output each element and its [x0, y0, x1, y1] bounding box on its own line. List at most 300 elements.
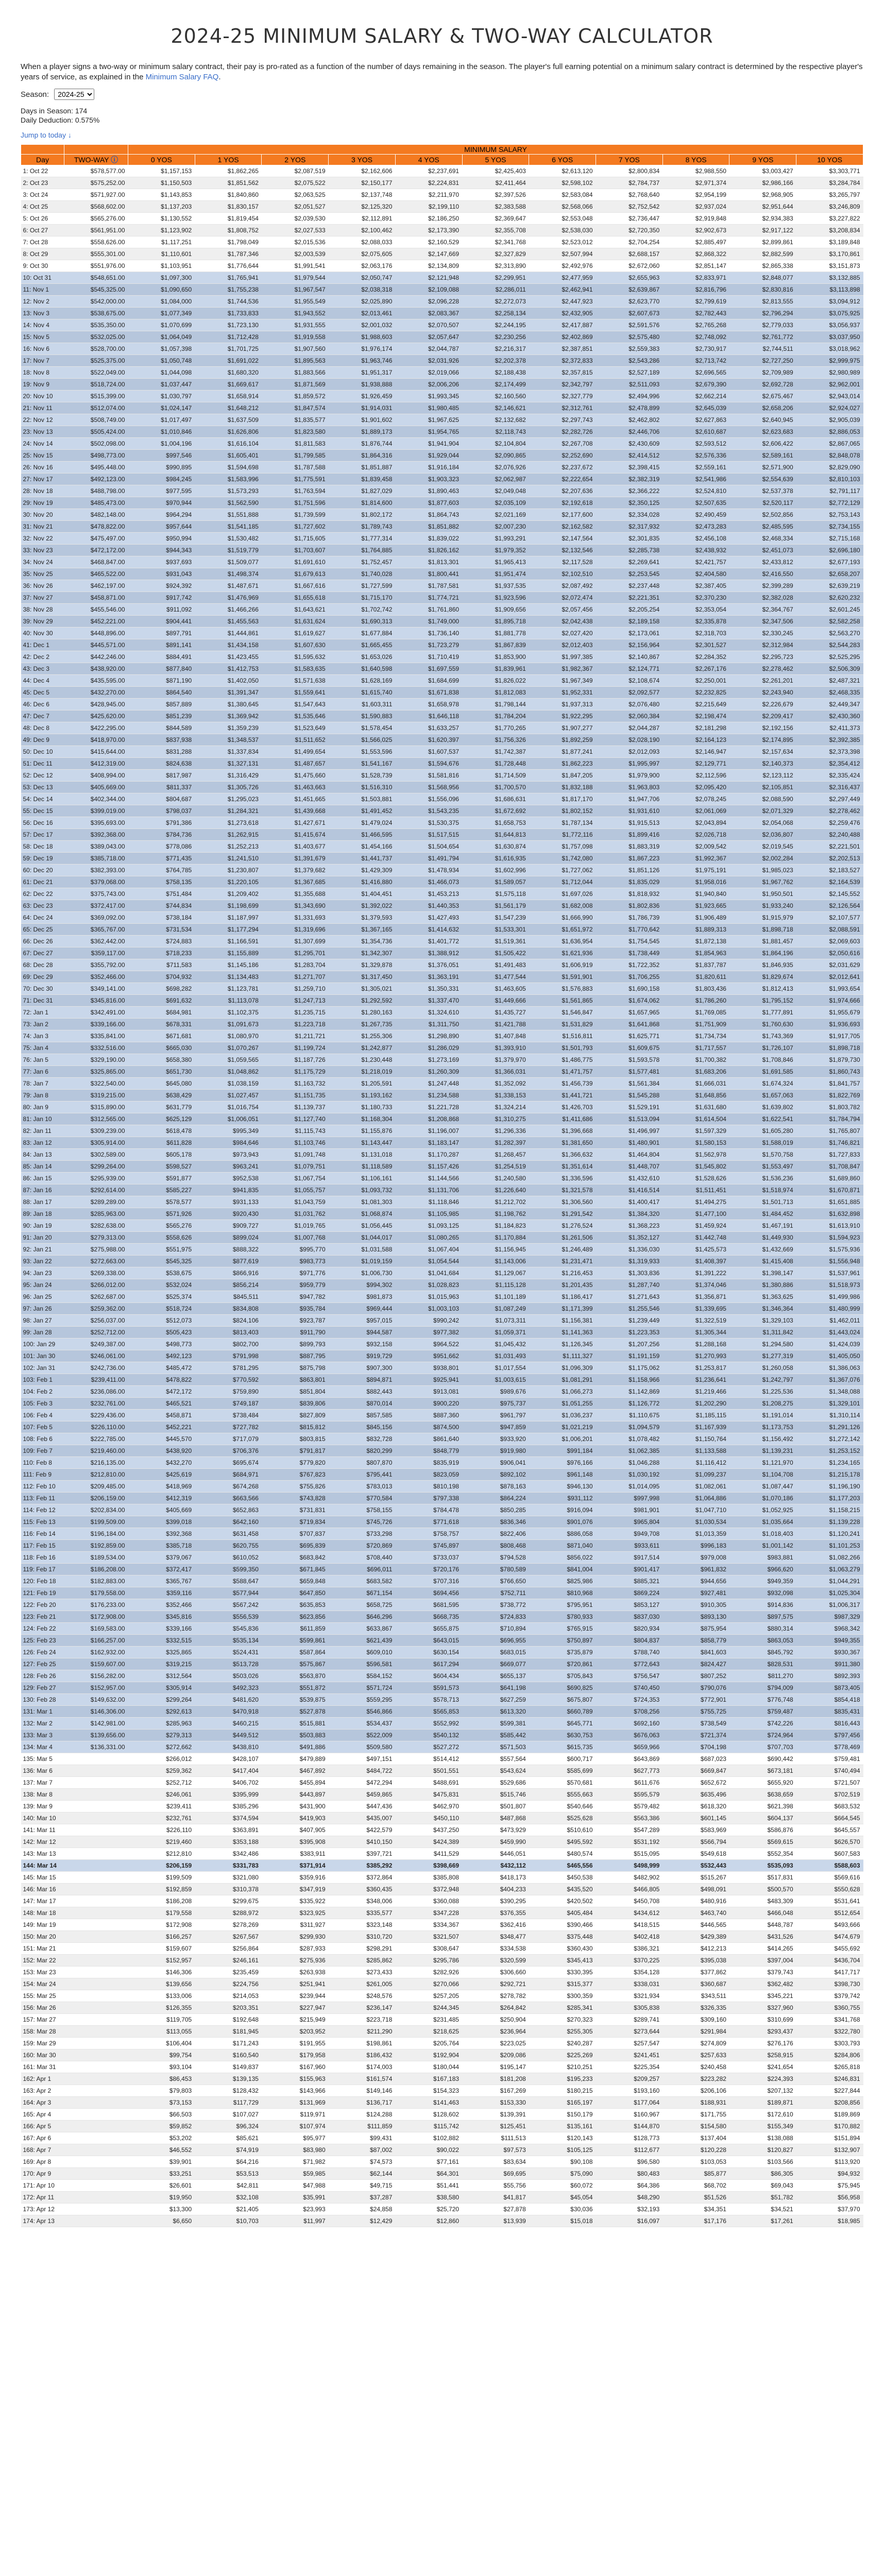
day-cell: 155: Mar 25 — [21, 1990, 64, 2002]
salary-cell: $2,146,947 — [662, 746, 729, 758]
salary-cell: $2,202,378 — [462, 355, 529, 367]
salary-cell: $1,427,493 — [395, 912, 462, 924]
salary-cell: $215,949 — [262, 2014, 329, 2026]
table-row — [21, 1267, 863, 1279]
salary-cell: $2,399,289 — [729, 580, 796, 592]
table-row — [21, 2132, 863, 2144]
table-row — [21, 1611, 863, 1623]
salary-cell: $1,988,603 — [329, 331, 396, 343]
salary-cell: $1,979,352 — [462, 545, 529, 556]
salary-cell: $395,038 — [662, 1955, 729, 1967]
salary-cell: $931,112 — [529, 1493, 596, 1504]
salary-cell: $3,189,848 — [796, 236, 863, 248]
salary-cell: $2,078,245 — [662, 793, 729, 805]
salary-cell: $1,168,304 — [329, 1113, 396, 1125]
day-cell: 117: Feb 15 — [21, 1540, 64, 1552]
salary-cell: $669,077 — [462, 1658, 529, 1670]
two-way-cell: $458,871.00 — [64, 592, 128, 604]
salary-cell: $538,675 — [128, 1267, 195, 1279]
salary-cell: $1,118,846 — [395, 1196, 462, 1208]
salary-cell: $880,314 — [729, 1623, 796, 1635]
salary-cell: $85,877 — [662, 2168, 729, 2180]
salary-cell: $493,666 — [796, 1919, 863, 1931]
two-way-cell — [64, 2085, 128, 2097]
salary-cell: $320,599 — [462, 1955, 529, 1967]
salary-cell: $1,561,865 — [529, 995, 596, 1007]
salary-cell: $239,944 — [262, 1990, 329, 2002]
salary-cell: $750,897 — [529, 1635, 596, 1647]
salary-cell: $2,060,384 — [596, 710, 663, 722]
column-header: 8 YOS — [662, 155, 729, 165]
salary-cell: $997,546 — [128, 450, 195, 462]
salary-cell: $2,027,533 — [262, 225, 329, 236]
salary-cell: $2,598,102 — [529, 177, 596, 189]
salary-cell: $578,713 — [395, 1694, 462, 1706]
salary-cell: $1,775,591 — [262, 473, 329, 485]
table-row — [21, 1421, 863, 1433]
salary-cell: $2,607,673 — [596, 308, 663, 319]
salary-cell: $1,703,607 — [262, 545, 329, 556]
salary-cell: $2,373,398 — [796, 746, 863, 758]
salary-cell: $1,677,884 — [329, 628, 396, 639]
table-row — [21, 1042, 863, 1054]
salary-cell: $2,240,488 — [796, 829, 863, 841]
salary-cell: $620,755 — [195, 1540, 262, 1552]
day-cell: 87: Jan 16 — [21, 1184, 64, 1196]
salary-cell: $1,070,699 — [128, 319, 195, 331]
two-way-cell: $545,325.00 — [64, 284, 128, 296]
salary-cell: $1,143,447 — [329, 1137, 396, 1149]
salary-cell: $2,243,940 — [729, 687, 796, 699]
day-cell: 88: Jan 17 — [21, 1196, 64, 1208]
salary-cell: $626,570 — [796, 1836, 863, 1848]
salary-cell: $1,367,685 — [262, 876, 329, 888]
day-cell: 24: Nov 14 — [21, 438, 64, 450]
salary-cell: $160,540 — [195, 2049, 262, 2061]
salary-cell: $772,901 — [662, 1694, 729, 1706]
salary-cell: $933,611 — [596, 1540, 663, 1552]
info-icon[interactable]: ⓘ — [111, 156, 118, 164]
salary-cell: $2,485,595 — [729, 521, 796, 533]
two-way-cell — [64, 1801, 128, 1812]
jump-to-today-link[interactable]: Jump to today ↓ — [21, 131, 72, 139]
salary-cell: $975,737 — [462, 1398, 529, 1410]
salary-cell: $1,706,255 — [596, 971, 663, 983]
salary-cell: $2,035,109 — [462, 497, 529, 509]
salary-cell: $2,924,027 — [796, 402, 863, 414]
table-row — [21, 1469, 863, 1481]
salary-cell: $152,957 — [128, 1955, 195, 1967]
salary-cell: $1,914,031 — [329, 402, 396, 414]
salary-cell: $1,380,886 — [729, 1279, 796, 1291]
salary-cell: $232,761 — [128, 1812, 195, 1824]
salary-cell: $892,102 — [462, 1469, 529, 1481]
salary-cell: $2,563,270 — [796, 628, 863, 639]
two-way-cell: $349,141.00 — [64, 983, 128, 995]
two-way-cell — [64, 1955, 128, 1967]
salary-cell: $192,648 — [195, 2014, 262, 2026]
salary-cell: $74,573 — [329, 2156, 396, 2168]
salary-cell: $2,105,851 — [729, 782, 796, 793]
day-cell: 137: Mar 7 — [21, 1777, 64, 1789]
salary-cell: $2,715,168 — [796, 533, 863, 545]
salary-cell: $1,691,610 — [262, 556, 329, 568]
salary-cell: $322,780 — [796, 2026, 863, 2038]
salary-cell: $405,669 — [128, 1504, 195, 1516]
salary-cell: $1,561,179 — [462, 900, 529, 912]
salary-cell: $771,618 — [395, 1516, 462, 1528]
salary-cell: $83,980 — [262, 2144, 329, 2156]
salary-cell: $2,727,250 — [729, 355, 796, 367]
salary-cell: $844,589 — [128, 722, 195, 734]
salary-cell: $1,439,668 — [262, 805, 329, 817]
table-row — [21, 1019, 863, 1030]
salary-cell: $1,254,519 — [462, 1161, 529, 1173]
salary-cell: $410,150 — [329, 1836, 396, 1848]
salary-cell: $191,955 — [262, 2038, 329, 2049]
day-cell: 126: Feb 24 — [21, 1647, 64, 1658]
salary-cell: $2,112,891 — [329, 213, 396, 225]
table-row — [21, 2192, 863, 2204]
salary-cell: $143,966 — [262, 2085, 329, 2097]
day-cell: 84: Jan 13 — [21, 1149, 64, 1161]
two-way-cell — [64, 1872, 128, 1884]
salary-cell: $119,705 — [128, 2014, 195, 2026]
salary-cell: $1,811,583 — [262, 438, 329, 450]
salary-cell: $1,080,970 — [195, 1030, 262, 1042]
salary-cell: $1,366,632 — [529, 1149, 596, 1161]
salary-cell: $1,081,303 — [329, 1196, 396, 1208]
salary-cell: $59,852 — [128, 2121, 195, 2132]
salary-cell: $2,543,286 — [596, 355, 663, 367]
salary-cell: $1,079,751 — [262, 1161, 329, 1173]
day-cell: 132: Mar 2 — [21, 1718, 64, 1730]
salary-cell: $2,364,767 — [729, 604, 796, 616]
salary-cell: $1,260,058 — [729, 1362, 796, 1374]
salary-cell: $2,411,464 — [462, 177, 529, 189]
salary-cell: $2,576,336 — [662, 450, 729, 462]
table-row — [21, 1007, 863, 1019]
salary-cell: $2,312,761 — [529, 402, 596, 414]
salary-cell: $1,307,699 — [262, 936, 329, 947]
salary-cell: $189,869 — [796, 2109, 863, 2121]
salary-cell: $524,431 — [195, 1647, 262, 1658]
salary-cell: $669,847 — [662, 1765, 729, 1777]
salary-cell: $1,504,654 — [395, 841, 462, 853]
salary-cell: $788,740 — [596, 1647, 663, 1658]
salary-cell: $498,773 — [128, 1338, 195, 1350]
day-cell: 170: Apr 9 — [21, 2168, 64, 2180]
salary-cell: $1,059,565 — [195, 1054, 262, 1066]
table-row — [21, 1694, 863, 1706]
salary-cell: $1,305,344 — [662, 1327, 729, 1338]
salary-cell: $1,104,708 — [729, 1469, 796, 1481]
salary-cell: $94,932 — [796, 2168, 863, 2180]
two-way-cell: $365,767.00 — [64, 924, 128, 936]
salary-cell: $1,487,671 — [195, 580, 262, 592]
salary-cell: $51,441 — [395, 2180, 462, 2192]
salary-cell: $472,294 — [329, 1777, 396, 1789]
salary-cell: $1,715,605 — [262, 533, 329, 545]
salary-cell: $270,323 — [529, 2014, 596, 2026]
salary-cell: $1,814,600 — [329, 497, 396, 509]
day-cell: 17: Nov 7 — [21, 355, 64, 367]
salary-cell: $1,346,364 — [729, 1303, 796, 1315]
salary-cell: $1,067,754 — [262, 1173, 329, 1184]
salary-cell: $1,131,018 — [329, 1149, 396, 1161]
two-way-cell: $256,037.00 — [64, 1315, 128, 1327]
two-way-cell: $548,651.00 — [64, 272, 128, 284]
salary-cell: $1,689,860 — [796, 1173, 863, 1184]
day-cell: 80: Jan 9 — [21, 1101, 64, 1113]
salary-cell: $1,637,509 — [195, 414, 262, 426]
two-way-cell — [64, 2132, 128, 2144]
salary-cell: $2,129,771 — [662, 758, 729, 770]
salary-cell: $1,901,602 — [329, 414, 396, 426]
salary-cell: $434,612 — [596, 1907, 663, 1919]
salary-cell: $1,963,746 — [329, 355, 396, 367]
salary-cell: $652,863 — [195, 1504, 262, 1516]
salary-cell: $2,980,989 — [796, 367, 863, 379]
salary-cell: $1,091,673 — [195, 1019, 262, 1030]
salary-cell: $1,746,821 — [796, 1137, 863, 1149]
table-row — [21, 1789, 863, 1801]
salary-cell: $1,267,735 — [329, 1019, 396, 1030]
day-cell: 26: Nov 16 — [21, 462, 64, 473]
day-cell: 27: Nov 17 — [21, 473, 64, 485]
day-cell: 169: Apr 8 — [21, 2156, 64, 2168]
salary-cell: $1,615,740 — [329, 687, 396, 699]
salary-cell: $53,202 — [128, 2132, 195, 2144]
salary-cell: $2,462,941 — [529, 284, 596, 296]
faq-link[interactable]: Minimum Salary FAQ — [145, 73, 219, 81]
salary-cell: $3,037,950 — [796, 331, 863, 343]
salary-cell: $2,039,530 — [262, 213, 329, 225]
salary-cell: $2,886,053 — [796, 426, 863, 438]
salary-cell: $609,010 — [329, 1647, 396, 1658]
salary-cell: $1,588,019 — [729, 1137, 796, 1149]
salary-cell: $1,626,806 — [195, 426, 262, 438]
salary-cell: $1,262,915 — [195, 829, 262, 841]
table-row — [21, 1149, 863, 1161]
table-row — [21, 1682, 863, 1694]
table-row — [21, 533, 863, 545]
two-way-cell: $565,276.00 — [64, 213, 128, 225]
salary-cell: $1,839,458 — [329, 473, 396, 485]
salary-cell: $1,117,251 — [128, 236, 195, 248]
two-way-cell — [64, 2109, 128, 2121]
salary-cell: $117,729 — [195, 2097, 262, 2109]
salary-cell: $2,692,728 — [729, 379, 796, 391]
salary-cell: $517,831 — [729, 1872, 796, 1884]
salary-cell: $395,999 — [195, 1789, 262, 1801]
season-select[interactable] — [54, 89, 94, 100]
salary-cell: $1,674,062 — [596, 995, 663, 1007]
day-cell: 118: Feb 16 — [21, 1552, 64, 1564]
salary-cell: $2,696,565 — [662, 367, 729, 379]
salary-cell: $501,807 — [462, 1801, 529, 1812]
table-row — [21, 1967, 863, 1978]
salary-cell: $11,997 — [262, 2215, 329, 2227]
salary-cell: $2,382,028 — [729, 592, 796, 604]
salary-cell: $961,832 — [662, 1564, 729, 1575]
salary-cell: $1,818,932 — [596, 888, 663, 900]
salary-cell: $272,662 — [128, 1741, 195, 1753]
salary-cell: $1,985,023 — [729, 865, 796, 876]
salary-cell: $1,898,718 — [729, 924, 796, 936]
two-way-cell: $455,546.00 — [64, 604, 128, 616]
intro-text — [21, 62, 863, 82]
salary-cell: $1,535,646 — [262, 710, 329, 722]
salary-cell: $949,359 — [729, 1575, 796, 1587]
salary-cell: $1,093,125 — [395, 1220, 462, 1232]
day-cell: 18: Nov 8 — [21, 367, 64, 379]
salary-cell: $17,261 — [729, 2215, 796, 2227]
salary-cell: $285,963 — [128, 1718, 195, 1730]
salary-cell: $405,484 — [529, 1907, 596, 1919]
salary-cell: $155,349 — [729, 2121, 796, 2132]
salary-cell: $965,804 — [596, 1516, 663, 1528]
table-row — [21, 213, 863, 225]
salary-cell: $399,018 — [128, 1516, 195, 1528]
salary-cell: $671,154 — [329, 1587, 396, 1599]
table-row — [21, 722, 863, 734]
salary-cell: $348,006 — [329, 1895, 396, 1907]
salary-cell: $1,640,598 — [329, 663, 396, 675]
salary-cell: $406,702 — [195, 1777, 262, 1789]
salary-cell: $1,499,986 — [796, 1291, 863, 1303]
salary-cell: $407,905 — [262, 1824, 329, 1836]
salary-cell: $1,016,754 — [195, 1101, 262, 1113]
salary-cell: $1,680,320 — [195, 367, 262, 379]
salary-cell: $1,260,309 — [395, 1066, 462, 1078]
salary-cell: $2,209,417 — [729, 710, 796, 722]
two-way-cell — [64, 1860, 128, 1872]
salary-cell: $2,192,156 — [729, 722, 796, 734]
salary-cell: $1,727,602 — [262, 521, 329, 533]
salary-cell: $485,472 — [128, 1362, 195, 1374]
salary-cell: $585,699 — [529, 1765, 596, 1777]
two-way-cell: $389,043.00 — [64, 841, 128, 853]
salary-cell: $1,686,631 — [462, 793, 529, 805]
salary-cell: $2,183,527 — [796, 865, 863, 876]
salary-cell: $718,233 — [128, 947, 195, 959]
salary-cell: $1,348,537 — [195, 734, 262, 746]
day-cell: 138: Mar 8 — [21, 1789, 64, 1801]
salary-cell: $153,330 — [462, 2097, 529, 2109]
salary-cell: $19,950 — [128, 2192, 195, 2204]
salary-cell: $371,914 — [262, 1860, 329, 1872]
salary-cell: $347,228 — [395, 1907, 462, 1919]
salary-cell: $2,917,122 — [729, 225, 796, 236]
column-header-label: TWO-WAY — [74, 156, 111, 164]
salary-cell: $887,360 — [395, 1410, 462, 1421]
salary-cell: $1,951,474 — [462, 568, 529, 580]
two-way-cell: $385,718.00 — [64, 853, 128, 865]
day-cell: 59: Dec 19 — [21, 853, 64, 865]
salary-cell: $870,014 — [329, 1398, 396, 1410]
salary-cell: $240,287 — [529, 2038, 596, 2049]
salary-cell: $1,738,449 — [596, 947, 663, 959]
salary-cell: $1,498,374 — [195, 568, 262, 580]
day-cell: 92: Jan 21 — [21, 1244, 64, 1256]
salary-cell: $1,862,265 — [195, 165, 262, 177]
salary-cell: $663,566 — [195, 1493, 262, 1504]
salary-cell: $2,036,807 — [729, 829, 796, 841]
salary-cell: $1,141,363 — [529, 1327, 596, 1338]
salary-cell: $2,019,545 — [729, 841, 796, 853]
salary-cell: $2,312,984 — [729, 639, 796, 651]
salary-cell: $1,802,836 — [596, 900, 663, 912]
salary-cell: $745,726 — [329, 1516, 396, 1528]
salary-cell: $1,403,677 — [262, 841, 329, 853]
salary-cell: $1,391,347 — [195, 687, 262, 699]
salary-cell: $1,155,876 — [329, 1125, 396, 1137]
salary-cell: $246,161 — [195, 1955, 262, 1967]
salary-cell: $740,494 — [796, 1765, 863, 1777]
salary-cell: $2,902,673 — [662, 225, 729, 236]
salary-cell: $1,449,666 — [462, 995, 529, 1007]
two-way-cell: $435,595.00 — [64, 675, 128, 687]
salary-cell: $1,545,288 — [596, 1090, 663, 1101]
salary-cell: $208,856 — [796, 2097, 863, 2109]
salary-cell: $2,076,926 — [462, 462, 529, 473]
salary-cell: $1,545,802 — [662, 1161, 729, 1173]
salary-cell: $1,081,291 — [529, 1374, 596, 1386]
salary-cell: $1,670,871 — [796, 1184, 863, 1196]
day-cell: 140: Mar 10 — [21, 1812, 64, 1824]
salary-cell: $835,919 — [395, 1457, 462, 1469]
day-cell: 12: Nov 2 — [21, 296, 64, 308]
table-row — [21, 1125, 863, 1137]
salary-cell: $2,282,726 — [529, 426, 596, 438]
salary-cell: $1,954,765 — [395, 426, 462, 438]
salary-cell: $1,556,948 — [796, 1256, 863, 1267]
salary-cell: $331,783 — [195, 1860, 262, 1872]
salary-cell: $1,030,797 — [128, 391, 195, 402]
salary-cell: $1,261,506 — [529, 1232, 596, 1244]
salary-cell: $937,693 — [128, 556, 195, 568]
salary-cell: $360,088 — [395, 1895, 462, 1907]
salary-cell: $377,862 — [662, 1967, 729, 1978]
day-cell: 22: Nov 12 — [21, 414, 64, 426]
salary-cell: $223,282 — [662, 2073, 729, 2085]
salary-cell: $600,717 — [529, 1753, 596, 1765]
day-cell: 39: Nov 29 — [21, 616, 64, 628]
salary-cell: $2,301,527 — [662, 639, 729, 651]
day-cell: 54: Dec 14 — [21, 793, 64, 805]
salary-cell: $1,139,231 — [729, 1445, 796, 1457]
salary-cell: $303,793 — [796, 2038, 863, 2049]
salary-cell: $321,507 — [395, 1931, 462, 1943]
salary-cell: $2,137,748 — [329, 189, 396, 201]
salary-cell: $275,936 — [262, 1955, 329, 1967]
salary-cell: $146,306 — [128, 1967, 195, 1978]
salary-cell: $2,988,550 — [662, 165, 729, 177]
salary-cell: $866,916 — [195, 1267, 262, 1279]
salary-cell: $170,882 — [796, 2121, 863, 2132]
day-cell: 69: Dec 29 — [21, 971, 64, 983]
salary-cell: $1,756,326 — [462, 734, 529, 746]
salary-cell: $1,889,173 — [329, 426, 396, 438]
table-row — [21, 1244, 863, 1256]
salary-cell: $2,186,250 — [395, 213, 462, 225]
day-cell: 41: Dec 1 — [21, 639, 64, 651]
salary-cell: $2,734,155 — [796, 521, 863, 533]
salary-cell: $1,246,489 — [529, 1244, 596, 1256]
salary-cell: $1,722,352 — [596, 959, 663, 971]
salary-cell: $780,933 — [529, 1611, 596, 1623]
